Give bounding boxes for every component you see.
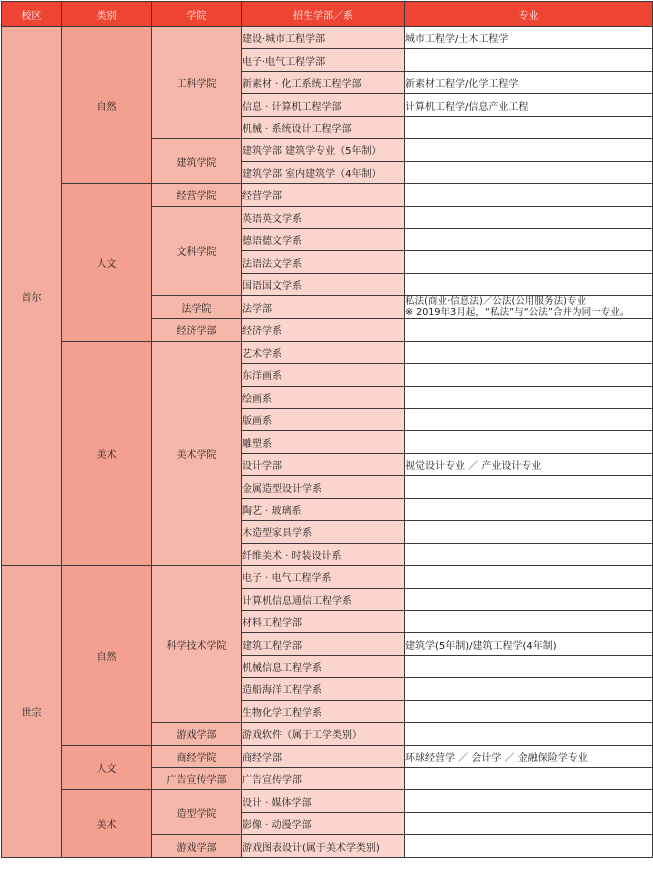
dept-cell: 建筑学部 建筑学专业（5年制） — [242, 139, 405, 161]
header-category: 类别 — [62, 2, 152, 27]
major-cell-empty — [405, 431, 653, 453]
major-cell-empty — [405, 409, 653, 431]
dept-cell: 建设·城市工程学部 — [242, 27, 405, 49]
major-law-line-2: ※ 2019年3月起，“私法”与“公法”合并为同一专业。 — [405, 307, 630, 319]
college-formative: 造型学院 — [152, 790, 242, 835]
dept-cell: 经济学系 — [242, 319, 405, 341]
table-row — [2, 184, 653, 206]
dept-cell: 生物化学工程学系 — [242, 700, 405, 722]
major-cell-empty — [405, 161, 653, 183]
major-cell-empty — [405, 521, 653, 543]
major-cell-empty — [405, 835, 653, 857]
table-row — [2, 341, 653, 363]
dept-cell: 电子 · 电气工程学系 — [242, 566, 405, 588]
major-cell-empty — [405, 723, 653, 745]
dept-cell: 游戏图表设计(属于美术学类别) — [242, 835, 405, 857]
college-engineering: 工科学院 — [152, 27, 242, 139]
dept-cell: 经营学部 — [242, 184, 405, 206]
college-architecture: 建筑学院 — [152, 139, 242, 184]
dept-cell: 设计学部 — [242, 453, 405, 475]
dept-cell: 艺术学系 — [242, 341, 405, 363]
table-row — [2, 745, 653, 767]
table-row — [2, 790, 653, 812]
table-row — [2, 27, 653, 49]
major-cell: 计算机工程学/信息产业工程 — [405, 94, 653, 116]
category-humanities-sejong: 人文 — [62, 745, 152, 790]
dept-cell: 影像 · 动漫学部 — [242, 812, 405, 834]
college-advertising: 广告宣传学部 — [152, 768, 242, 790]
major-cell-empty — [405, 678, 653, 700]
dept-cell: 游戏软件（属于工学类别） — [242, 723, 405, 745]
major-cell-empty — [405, 228, 653, 250]
dept-cell: 计算机信息通信工程学系 — [242, 588, 405, 610]
dept-cell: 建筑工程学部 — [242, 633, 405, 655]
major-cell-empty — [405, 700, 653, 722]
college-game-natural: 游戏学部 — [152, 723, 242, 745]
major-cell-empty — [405, 476, 653, 498]
admissions-table — [1, 1, 653, 858]
major-cell: 建筑学(5年制)/建筑工程学(4年制) — [405, 633, 653, 655]
major-cell-empty — [405, 498, 653, 520]
header-row — [2, 2, 653, 27]
dept-cell: 电子·电气工程学部 — [242, 49, 405, 71]
category-arts-seoul: 美术 — [62, 341, 152, 565]
major-cell: 视觉设计专业 ／ 产业设计专业 — [405, 453, 653, 475]
major-cell-empty — [405, 251, 653, 273]
dept-cell: 设计 · 媒体学部 — [242, 790, 405, 812]
dept-cell: 广告宣传学部 — [242, 768, 405, 790]
major-cell-empty — [405, 49, 653, 71]
dept-cell: 法语法文学系 — [242, 251, 405, 273]
college-business: 商经学院 — [152, 745, 242, 767]
college-liberal-arts: 文科学院 — [152, 206, 242, 296]
dept-cell: 商经学部 — [242, 745, 405, 767]
dept-cell: 机械信息工程学系 — [242, 655, 405, 677]
dept-cell: 信息 · 计算机工程学部 — [242, 94, 405, 116]
college-science-tech: 科学技术学院 — [152, 566, 242, 723]
major-cell-empty — [405, 790, 653, 812]
major-cell-empty — [405, 273, 653, 295]
campus-sejong: 世宗 — [2, 566, 62, 858]
category-natural-seoul: 自然 — [62, 27, 152, 184]
major-cell-empty — [405, 206, 653, 228]
dept-cell: 英语英文学系 — [242, 206, 405, 228]
dept-cell: 金属造型设计学系 — [242, 476, 405, 498]
major-cell-empty — [405, 566, 653, 588]
major-cell-empty — [405, 543, 653, 565]
dept-cell: 版画系 — [242, 409, 405, 431]
dept-cell: 木造型家具学系 — [242, 521, 405, 543]
dept-cell: 材料工程学部 — [242, 610, 405, 632]
campus-seoul: 首尔 — [2, 27, 62, 566]
header-major: 专业 — [405, 2, 653, 27]
college-management: 经营学院 — [152, 184, 242, 206]
dept-cell: 德语德文学系 — [242, 228, 405, 250]
major-cell-empty — [405, 341, 653, 363]
dept-cell: 绘画系 — [242, 386, 405, 408]
category-arts-sejong: 美术 — [62, 790, 152, 857]
dept-cell: 国语国文学系 — [242, 273, 405, 295]
college-law: 法学院 — [152, 296, 242, 319]
dept-cell: 造船海洋工程学系 — [242, 678, 405, 700]
major-cell: 城市工程学/土木工程学 — [405, 27, 653, 49]
major-law-line-1: 私法(商业·信息法)／公法(公用服务法)专业 — [405, 296, 587, 308]
major-cell: 环球经营学 ／ 会计学 ／ 金融保险学专业 — [405, 745, 653, 767]
major-cell-empty — [405, 364, 653, 386]
dept-cell: 东洋画系 — [242, 364, 405, 386]
header-college: 学院 — [152, 2, 242, 27]
major-cell-empty — [405, 386, 653, 408]
college-fine-arts: 美术学院 — [152, 341, 242, 565]
dept-cell: 雕塑系 — [242, 431, 405, 453]
major-cell-empty — [405, 768, 653, 790]
major-cell-empty — [405, 812, 653, 834]
table-row — [2, 566, 653, 588]
category-natural-sejong: 自然 — [62, 566, 152, 746]
dept-cell: 新素材 · 化工系统工程学部 — [242, 71, 405, 93]
college-economics: 经济学部 — [152, 319, 242, 341]
dept-cell: 法学部 — [242, 296, 405, 319]
major-cell-empty — [405, 139, 653, 161]
dept-cell: 机械 · 系统设计工程学部 — [242, 116, 405, 138]
major-cell-empty — [405, 116, 653, 138]
major-cell-empty — [405, 319, 653, 341]
college-game-arts: 游戏学部 — [152, 835, 242, 857]
major-cell-empty — [405, 610, 653, 632]
dept-cell: 建筑学部 室内建筑学（4年制） — [242, 161, 405, 183]
major-cell-empty — [405, 588, 653, 610]
major-cell-empty — [405, 655, 653, 677]
dept-cell: 纤维美术 · 时装设计系 — [242, 543, 405, 565]
major-cell-empty — [405, 184, 653, 206]
major-cell: 新素材工程学/化学工程学 — [405, 71, 653, 93]
header-dept: 招生学部／系 — [242, 2, 405, 27]
dept-cell: 陶艺 · 玻璃系 — [242, 498, 405, 520]
category-humanities-seoul: 人文 — [62, 184, 152, 342]
header-campus: 校区 — [2, 2, 62, 27]
major-cell-law — [405, 296, 653, 319]
